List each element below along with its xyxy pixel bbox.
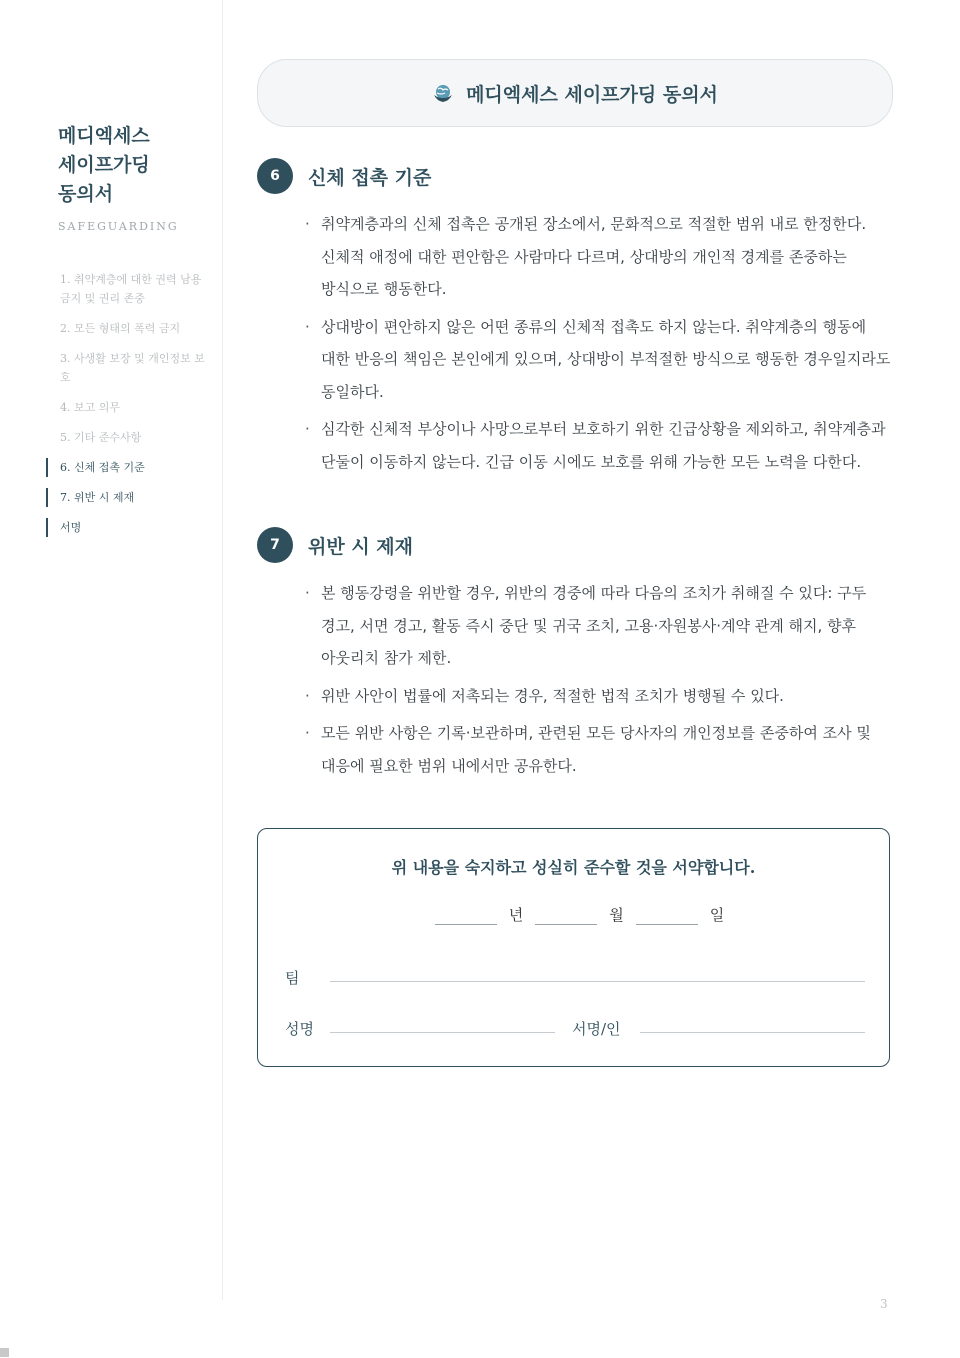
document-title: 메디엑세스 세이프가딩 동의서 xyxy=(466,83,718,106)
section-number-badge: 7 xyxy=(257,527,293,563)
toc-item-7[interactable]: 7. 위반 시 제재 xyxy=(46,488,206,507)
year-label: 년 xyxy=(508,906,524,924)
document-header xyxy=(257,59,893,127)
day-field[interactable] xyxy=(636,908,698,925)
signature-box xyxy=(257,828,890,1067)
toc-item-6[interactable]: 6. 신체 접촉 기준 xyxy=(46,458,206,477)
list-item: · 모든 위반 사항은 기록·보관하며, 관련된 모든 당사자의 개인정보를 존중하여 조사 및 대응에 필요한 범위 내에서만 공유한다. xyxy=(321,717,893,782)
section-title: 신체 접촉 기준 xyxy=(308,166,432,189)
table-of-contents xyxy=(46,270,206,548)
list-item: · 심각한 신체적 부상이나 사망으로부터 보호하기 위한 긴급상황을 제외하고, 취약계층과 단둘이 이동하지 않는다. 긴급 이동 시에도 보호를 위해 가능한 모든 노력을 다한다. xyxy=(321,413,893,478)
team-label: 팀 xyxy=(285,969,300,987)
sidebar-subtitle: SAFEGUARDING xyxy=(58,220,179,233)
toc-item-1[interactable]: 1. 취약계층에 대한 권력 남용 금지 및 권리 존중 xyxy=(60,273,202,305)
pledge-text: 위 내용을 숙지하고 성실히 준수할 것을 서약합니다. xyxy=(391,858,756,877)
section-heading xyxy=(257,158,897,194)
section-title: 위반 시 제재 xyxy=(308,535,413,558)
section-item-list xyxy=(257,208,897,478)
sidebar-title-line: 동의서 xyxy=(58,183,114,205)
name-field[interactable] xyxy=(330,1032,555,1033)
name-label: 성명 xyxy=(285,1020,314,1038)
section-physical-contact xyxy=(257,158,897,483)
month-field[interactable] xyxy=(535,908,597,925)
section-item-list xyxy=(257,577,897,782)
corner-marker xyxy=(0,1348,9,1357)
page-number: 3 xyxy=(880,1297,888,1311)
toc-item-signature[interactable]: 서명 xyxy=(46,518,206,537)
section-heading xyxy=(257,527,897,563)
globe-hands-icon xyxy=(432,82,454,104)
list-item: · 상대방이 편안하지 않은 어떤 종류의 신체적 접촉도 하지 않는다. 취약계층의 행동에 대한 반응의 책임은 본인에게 있으며, 상대방이 부적절한 방식으로 행동한 경우일지라도 동일하다. xyxy=(321,311,893,409)
toc-item-3[interactable]: 3. 사생활 보장 및 개인정보 보호 xyxy=(60,352,205,384)
sidebar-title-line: 메디엑세스 xyxy=(58,125,150,147)
list-item: · 위반 사안이 법률에 저촉되는 경우, 적절한 법적 조치가 병행될 수 있다. xyxy=(321,680,893,713)
year-field[interactable] xyxy=(435,908,497,925)
sidebar xyxy=(0,0,223,1300)
date-row xyxy=(258,904,889,925)
list-item: · 본 행동강령을 위반할 경우, 위반의 경중에 따라 다음의 조치가 취해질 수 있다: 구두 경고, 서면 경고, 활동 즉시 중단 및 귀국 조치, 고용·자원봉사·계약 관계 해지, 향후 아웃리치 참가 제한. xyxy=(321,577,893,675)
sidebar-title xyxy=(58,122,208,209)
toc-item-4[interactable]: 4. 보고 의무 xyxy=(60,401,120,414)
day-label: 일 xyxy=(709,906,725,924)
list-item: · 취약계층과의 신체 접촉은 공개된 장소에서, 문화적으로 적절한 범위 내로 한정한다. 신체적 애정에 대한 편안함은 사람마다 다르며, 상대방의 개인적 경계를 존중하는 방식으로 행동한다. xyxy=(321,208,893,306)
sign-label: 서명/인 xyxy=(572,1020,621,1038)
toc-item-5[interactable]: 5. 기타 준수사항 xyxy=(60,431,142,444)
section-violation-sanctions xyxy=(257,527,897,787)
sidebar-title-line: 세이프가딩 xyxy=(58,154,150,176)
month-label: 월 xyxy=(609,906,624,924)
sign-field[interactable] xyxy=(640,1032,865,1033)
team-field[interactable] xyxy=(330,981,865,982)
section-number-badge: 6 xyxy=(257,158,293,194)
toc-item-2[interactable]: 2. 모든 형태의 폭력 금지 xyxy=(60,322,181,335)
